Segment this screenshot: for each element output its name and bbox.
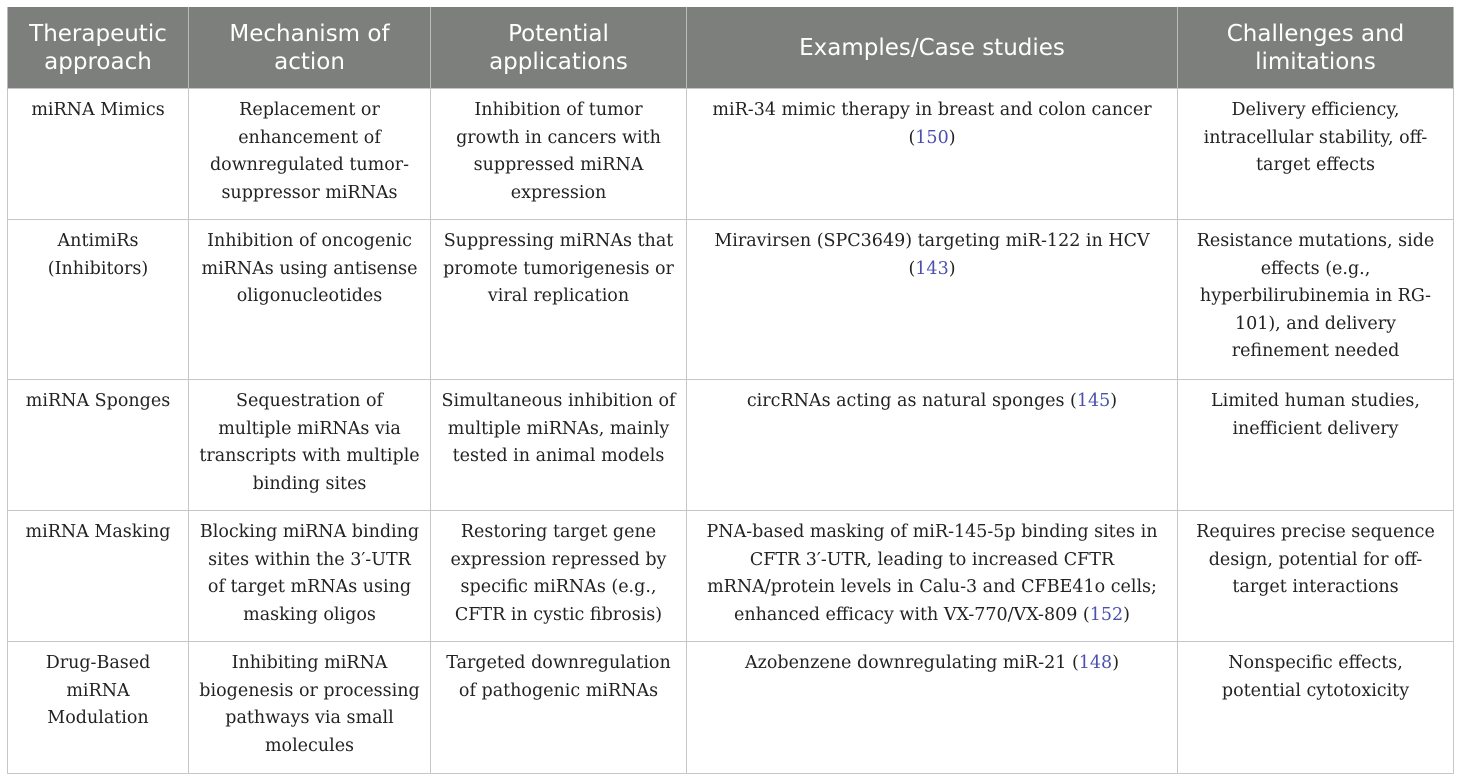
- cell-mechanism: Blocking miRNA binding sites within the 3′-UTR of target mRNAs using masking oligos: [189, 511, 431, 642]
- cell-applications: Targeted downregulation of pathogenic miRNAs: [431, 642, 687, 774]
- table-body: [8, 89, 1454, 774]
- cell-applications: Simultaneous inhibition of multiple miRNAs, mainly tested in animal models: [431, 380, 687, 511]
- cell-approach: AntimiRs (Inhibitors): [8, 220, 189, 380]
- table-row: [8, 380, 1454, 511]
- cell-example: [687, 642, 1178, 774]
- header-mechanism-of-action: Mechanism of action: [189, 7, 431, 89]
- example-text: Miravirsen (SPC3649) targeting miR-122 in HCV (: [714, 231, 1150, 279]
- cell-challenges: Delivery efficiency, intracellular stability, off-target effects: [1178, 89, 1454, 220]
- cell-challenges: Limited human studies, inefficient delivery: [1178, 380, 1454, 511]
- table-header: [8, 7, 1454, 89]
- table-row: [8, 642, 1454, 774]
- reference-link[interactable]: 150: [915, 127, 949, 148]
- therapeutic-approaches-table: [7, 7, 1454, 774]
- header-row: [8, 7, 1454, 89]
- reference-link[interactable]: 148: [1078, 653, 1113, 673]
- table-row: [8, 220, 1454, 380]
- cell-challenges: Nonspecific effects, potential cytotoxicity: [1178, 642, 1454, 774]
- cell-example: [687, 511, 1178, 642]
- cell-mechanism: Inhibiting miRNA biogenesis or processing pathways via small molecules: [189, 642, 431, 774]
- example-close: ): [948, 127, 956, 148]
- cell-mechanism: Replacement or enhancement of downregulated tumor-suppressor miRNAs: [189, 89, 431, 220]
- cell-mechanism: Inhibition of oncogenic miRNAs using antisense oligonucleotides: [189, 220, 431, 380]
- cell-applications: Inhibition of tumor growth in cancers with suppressed miRNA expression: [431, 89, 687, 220]
- cell-example: [687, 220, 1178, 380]
- cell-applications: Restoring target gene expression repressed by specific miRNAs (e.g., CFTR in cystic fibrosis): [431, 511, 687, 642]
- cell-applications: Suppressing miRNAs that promote tumorigenesis or viral replication: [431, 220, 687, 380]
- example-text: PNA-based masking of miR-145-5p binding sites in CFTR 3′-UTR, leading to increased CFTR mRNA/protein levels in Calu-3 and CFBE41o cells; enhanced efficacy with VX-770/VX-809 (: [706, 522, 1158, 625]
- header-examples-case-studies: Examples/Case studies: [687, 7, 1178, 89]
- example-close: ): [948, 258, 956, 279]
- cell-approach: miRNA Mimics: [8, 89, 189, 220]
- example-close: ): [1123, 604, 1130, 625]
- reference-link[interactable]: 152: [1089, 604, 1124, 625]
- cell-example: [687, 89, 1178, 220]
- header-potential-applications: Potential applications: [431, 7, 687, 89]
- example-close: ): [1112, 653, 1120, 673]
- cell-approach: Drug-Based miRNA Modulation: [8, 642, 189, 774]
- cell-approach: miRNA Sponges: [8, 380, 189, 511]
- header-therapeutic-approach: Therapeutic approach: [8, 7, 189, 89]
- example-text: circRNAs acting as natural sponges (: [746, 391, 1077, 411]
- cell-challenges: Requires precise sequence design, potential for off-target interactions: [1178, 511, 1454, 642]
- reference-link[interactable]: 143: [915, 258, 949, 279]
- header-challenges-limitations: Challenges and limitations: [1178, 7, 1454, 89]
- therapeutic-approaches-table-container: [7, 7, 1453, 774]
- example-close: ): [1110, 391, 1118, 411]
- cell-example: [687, 380, 1178, 511]
- cell-challenges: Resistance mutations, side effects (e.g., hyperbilirubinemia in RG-101), and delivery refinement needed: [1178, 220, 1454, 380]
- table-row: [8, 511, 1454, 642]
- example-text: Azobenzene downregulating miR-21 (: [744, 653, 1079, 673]
- cell-approach: miRNA Masking: [8, 511, 189, 642]
- cell-mechanism: Sequestration of multiple miRNAs via transcripts with multiple binding sites: [189, 380, 431, 511]
- table-row: [8, 89, 1454, 220]
- reference-link[interactable]: 145: [1076, 391, 1111, 411]
- example-text: miR-34 mimic therapy in breast and colon cancer (: [712, 100, 1152, 148]
